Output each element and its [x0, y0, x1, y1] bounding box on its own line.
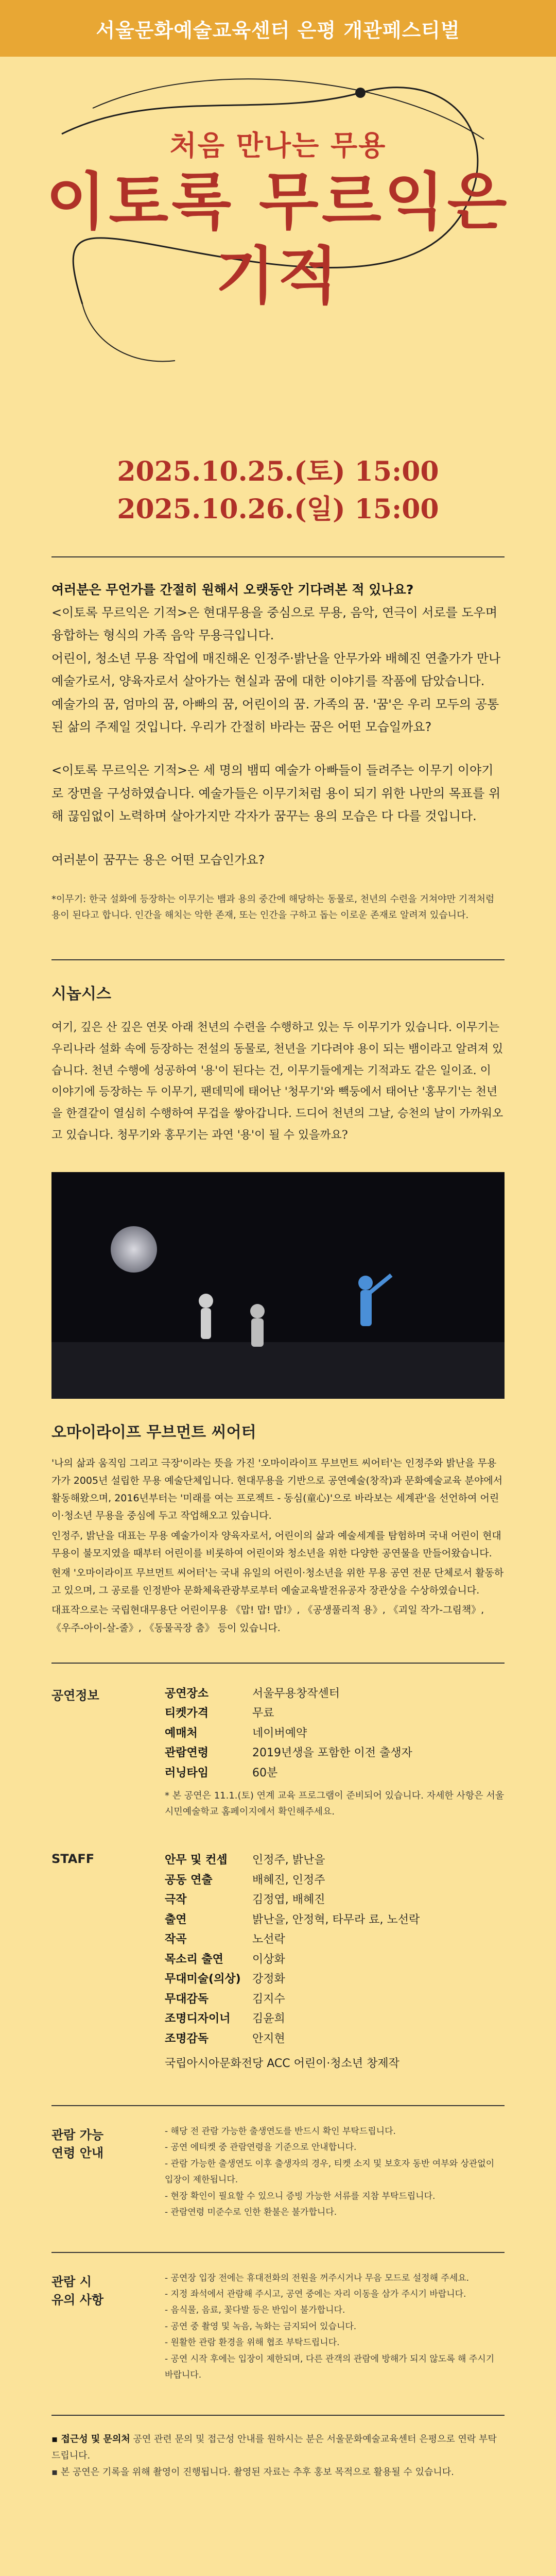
list-item: - 공연장 입장 전에는 휴대전화의 전원을 꺼주시거나 무음 모드로 설정해 주세요. [165, 2273, 470, 2283]
staff-role: 목소리 출연 [165, 1953, 223, 1966]
notice-heading-line1: 관람 시 [51, 2274, 92, 2289]
info-value: 2019년생을 포함한 이전 출생자 [252, 1747, 412, 1760]
photo-illustration [51, 1172, 505, 1399]
list-item: - 공연 중 촬영 및 녹음, 녹화는 금지되어 있습니다. [165, 2321, 357, 2332]
dancer-1-icon [199, 1294, 213, 1339]
stage-floor [51, 1342, 505, 1399]
hero-titles [0, 124, 556, 312]
info-key: 관람연령 [165, 1747, 209, 1760]
info-value: 무료 [252, 1707, 274, 1720]
notice-heading [51, 2270, 165, 2384]
list-item: - 공연 에티켓 중 관람연령을 기준으로 안내합니다. [165, 2142, 357, 2153]
staff-row [165, 1851, 505, 1871]
staff-names: 안지현 [252, 2032, 285, 2045]
company [51, 1419, 505, 1637]
staff-names: 노선락 [252, 1933, 285, 1946]
list-item: - 원활한 관람 환경을 위해 협조 부탁드립니다. [165, 2337, 340, 2348]
moon-icon [111, 1226, 157, 1273]
list-item: - 관람 가능한 출생연도 이후 출생자의 경우, 티켓 소지 및 보호자 동반 여부와 상관없이 입장이 제한됩니다. [165, 2158, 495, 2185]
intro-question-1: 여러분은 무언가를 간절히 원해서 오랫동안 기다려본 적 있나요? [51, 582, 414, 597]
intro-paragraph-4: <이토록 무르익은 기적>은 세 명의 뱀띠 예술가 아빠들이 들려주는 이무기 이야기로 장면을 구성하였습니다. 예술가들은 이무기처럼 용이 되기 위한 나만의 목표를 위해 끊임없이 노력하며 살아가지만 각자가 꿈꾸는 용의 모습은 다 다를 것입니다. [51, 763, 501, 824]
hero-dates [0, 453, 556, 529]
staff-row [165, 1930, 505, 1950]
info-heading: 공연정보 [51, 1688, 99, 1703]
staff-row [165, 2029, 505, 2049]
info-value: 서울무용창작센터 [252, 1687, 340, 1700]
list-item: - 해당 전 관람 가능한 출생연도를 반드시 확인 부탁드립니다. [165, 2126, 396, 2137]
list-item: - 공연 시작 후에는 입장이 제한되며, 다른 관객의 관람에 방해가 되지 않도록 해 주시기 바랍니다. [165, 2353, 495, 2381]
info-value: 네이버예약 [252, 1726, 307, 1740]
info-row [165, 1704, 505, 1724]
hero-title-line1: 이토록 무르익은 [46, 165, 510, 238]
staff-credit [165, 2054, 505, 2074]
intro-paragraph-1: <이토록 무르익은 기적>은 현대무용을 중심으로 무용, 음악, 연극이 서로를 도우며 융합하는 형식의 가족 음악 무용극입니다. [51, 605, 498, 643]
info-body [165, 1684, 505, 1820]
age-section [51, 2105, 505, 2221]
staff-row [165, 1890, 505, 1910]
staff-row [165, 1950, 505, 1970]
intro-paragraph-2: 어린이, 청소년 무용 작업에 매진해온 인정주·밝난을 안무가와 배혜진 연출가가 만나 예술가로서, 양육자로서 살아가는 현실과 꿈에 대한 이야기를 작품에 담았습니다. [51, 651, 501, 689]
age-heading [51, 2124, 165, 2221]
staff-credit-text: 국립아시아문화전당 ACC 어린이·청소년 창제작 [165, 2057, 399, 2071]
info-row [165, 1743, 505, 1764]
staff-role: 조명감독 [165, 2032, 209, 2045]
hero-title-line2: 기적 [215, 240, 341, 312]
info-row [165, 1684, 505, 1704]
list-item: - 관람연령 미준수로 인한 환불은 불가합니다. [165, 2207, 337, 2218]
company-paragraph-1: '나의 삶과 움직임 그리고 극장'이라는 뜻을 가진 '오마이라이프 무브먼트 씨어터'는 인정주와 밝난을 무용가가 2005년 설립한 무용 예술단체입니다. 현대무용을 기반으로 공연예술(창작)과 문화예술교육 분야에서 활동해왔으며, 2016년부터는 '미래를 여는 프로젝트 - 동심(童心)'으로 바라보는 세계관'을 선언하여 어린이·청소년 무용을 중심에 두고 작업해오고 있습니다. [51, 1457, 503, 1522]
info-row [165, 1724, 505, 1744]
age-heading-line2: 연령 안내 [51, 2145, 104, 2160]
info-note: * 본 공연은 11.1.(토) 연계 교육 프로그램이 준비되어 있습니다. 자세한 사항은 서울시민예술학교 홈페이지에서 확인해주세요. [165, 1790, 505, 1817]
info-value: 60분 [252, 1766, 278, 1780]
staff-row [165, 1990, 505, 2010]
staff-role: 조명디자이너 [165, 2012, 231, 2026]
staff-names: 강정화 [252, 1973, 285, 1986]
intro-note: *이무기: 한국 설화에 등장하는 이무기는 뱀과 용의 중간에 해당하는 동물로, 천년의 수련을 거쳐야만 기적처럼 용이 된다고 합니다. 인간을 해치는 악한 존재, 또는 인간을 구하고 돕는 이로운 존재로 알려져 있습니다. [51, 893, 495, 921]
staff-section [51, 1851, 505, 2074]
staff-role: 극작 [165, 1893, 187, 1907]
company-paragraph-2: 인정주, 밝난을 대표는 무용 예술가이자 양육자로서, 어린이의 삶과 예술세계를 탐험하며 국내 어린이 현대무용이 불모지였을 때부터 어린이를 비롯하여 어린이와 청소년을 위한 다양한 공연물을 만들어왔습니다. [51, 1530, 501, 1559]
staff-names: 김지수 [252, 1992, 285, 2006]
staff-role: 작곡 [165, 1933, 187, 1946]
info-key: 예매처 [165, 1726, 198, 1740]
staff-names: 이상화 [252, 1953, 285, 1966]
company-paragraph-4: 대표작으로는 국립현대무용단 어린이무용 《맙! 맙! 맙!》, 《공생풀리적 용》, 《괴일 작가-그림책》, 《우주-아이-살-줄》, 《동물곡장 춤》 등이 있습니다. [51, 1604, 484, 1634]
synopsis-body: 여기, 깊은 산 깊은 연못 아래 천년의 수련을 수행하고 있는 두 이무기가 있습니다. 이무기는 우리나라 설화 속에 등장하는 전설의 동물로, 천년을 기다려야 용이 되는 뱀이라고 알려져 있습니다. 천년 수행에 성공하여 '용'이 된다는 건, 이무기들에게는 기적과도 같은 일이죠. 이 이야기에 등장하는 두 이무기, 팬데믹에 태어난 '청무기'와 빽둥에서 태어난 '홍무기'는 천년을 한결같이 열심히 수행하여 무겁을 쌓아갑니다. 드디어 천년의 그날, 승천의 날이 가까워오고 있습니다. 청무기와 홍무기는 과연 '용'이 될 수 있을까요? [51, 1021, 503, 1142]
staff-role: 무대미술(의상) [165, 1973, 241, 1986]
dragon-eye [355, 88, 366, 98]
staff-names: 김윤희 [252, 2012, 285, 2026]
staff-names: 배혜진, 인정주 [252, 1873, 325, 1887]
staff-names: 김정엽, 배혜진 [252, 1893, 325, 1907]
dancer-2-icon [250, 1304, 265, 1347]
synopsis [51, 959, 505, 1146]
staff-row [165, 1871, 505, 1891]
info-key: 티켓가격 [165, 1707, 209, 1720]
staff-row [165, 2009, 505, 2029]
company-heading: 오마이라이프 무브먼트 씨어터 [51, 1423, 256, 1442]
age-heading-line1: 관람 가능 [51, 2127, 104, 2142]
company-paragraph-3: 현재 '오마이라이프 무브먼트 씨어터'는 국내 유일의 어린이·청소년을 위한 무용 공연 전문 단체로서 활동하고 있으며, 그 공로를 인정받아 문화체육관광부로부터 예술교육발전유공자 장관상을 수상하였습니다. [51, 1567, 504, 1597]
staff-heading: STAFF [51, 1852, 95, 1867]
staff-row [165, 1910, 505, 1930]
staff-names: 인정주, 밝난을 [252, 1854, 325, 1867]
synopsis-heading: 시놉시스 [51, 985, 111, 1004]
contact [51, 2415, 505, 2481]
dragon-tail [82, 304, 175, 362]
contact-label: ▪ 접근성 및 문의처 [51, 2433, 130, 2445]
divider [51, 556, 505, 557]
notice-section [51, 2252, 505, 2384]
staff-row [165, 1970, 505, 1990]
staff-names: 밝난을, 안정혁, 타무라 료, 노선락 [252, 1913, 420, 1926]
date-2: 2025.10.26.(일) 15:00 [117, 493, 439, 525]
staff-role: 안무 및 컨셉 [165, 1854, 228, 1867]
info-key: 공연장소 [165, 1687, 209, 1700]
staff-role: 출연 [165, 1913, 187, 1926]
staff-role: 무대감독 [165, 1992, 209, 2006]
festival-banner: 서울문화예술교육센터 은평 개관페스티벌 [0, 0, 556, 57]
staff-role: 공동 연출 [165, 1873, 213, 1887]
list-item: - 음식물, 음료, 꽃다발 등은 반입이 불가합니다. [165, 2305, 345, 2316]
performance-photo [51, 1172, 505, 1399]
info-key: 러닝타임 [165, 1766, 209, 1780]
list-item: - 현장 확인이 필요할 수 있으니 증빙 가능한 서류를 지참 부탁드립니다. [165, 2191, 436, 2201]
notice-heading-line2: 유의 사항 [51, 2292, 104, 2307]
intro [0, 578, 556, 923]
date-1: 2025.10.25.(토) 15:00 [117, 456, 439, 487]
info-row [165, 1764, 505, 1784]
hero [0, 0, 556, 556]
info-section [51, 1663, 505, 1820]
intro-paragraph-3: 예술가의 꿈, 엄마의 꿈, 아빠의 꿈, 어린이의 꿈. 가족의 꿈. '꿈'은 우리 모두의 공통된 삶의 주제일 것입니다. 우리가 간절히 바라는 꿈은 어떤 모습일까요? [51, 697, 499, 734]
age-list [165, 2124, 505, 2221]
intro-question-2: 여러분이 꿈꾸는 용은 어떤 모습인가요? [51, 852, 265, 867]
list-item: - 지정 좌석에서 관람해 주시고, 공연 중에는 자리 이동을 삼가 주시기 바랍니다. [165, 2289, 466, 2299]
notice-list [165, 2270, 505, 2384]
contact-text: 공연 관련 문의 및 접근성 안내를 원하시는 분은 서울문화예술교육센터 은평으로 연락 부탁드립니다. [51, 2433, 497, 2462]
hero-subtitle: 처음 만나는 무용 [169, 129, 387, 162]
contact-note: ▪ 본 공연은 기록을 위해 촬영이 진행됩니다. 촬영된 자료는 추후 홍보 목적으로 활용될 수 있습니다. [51, 2467, 454, 2478]
staff-body [165, 1851, 505, 2074]
